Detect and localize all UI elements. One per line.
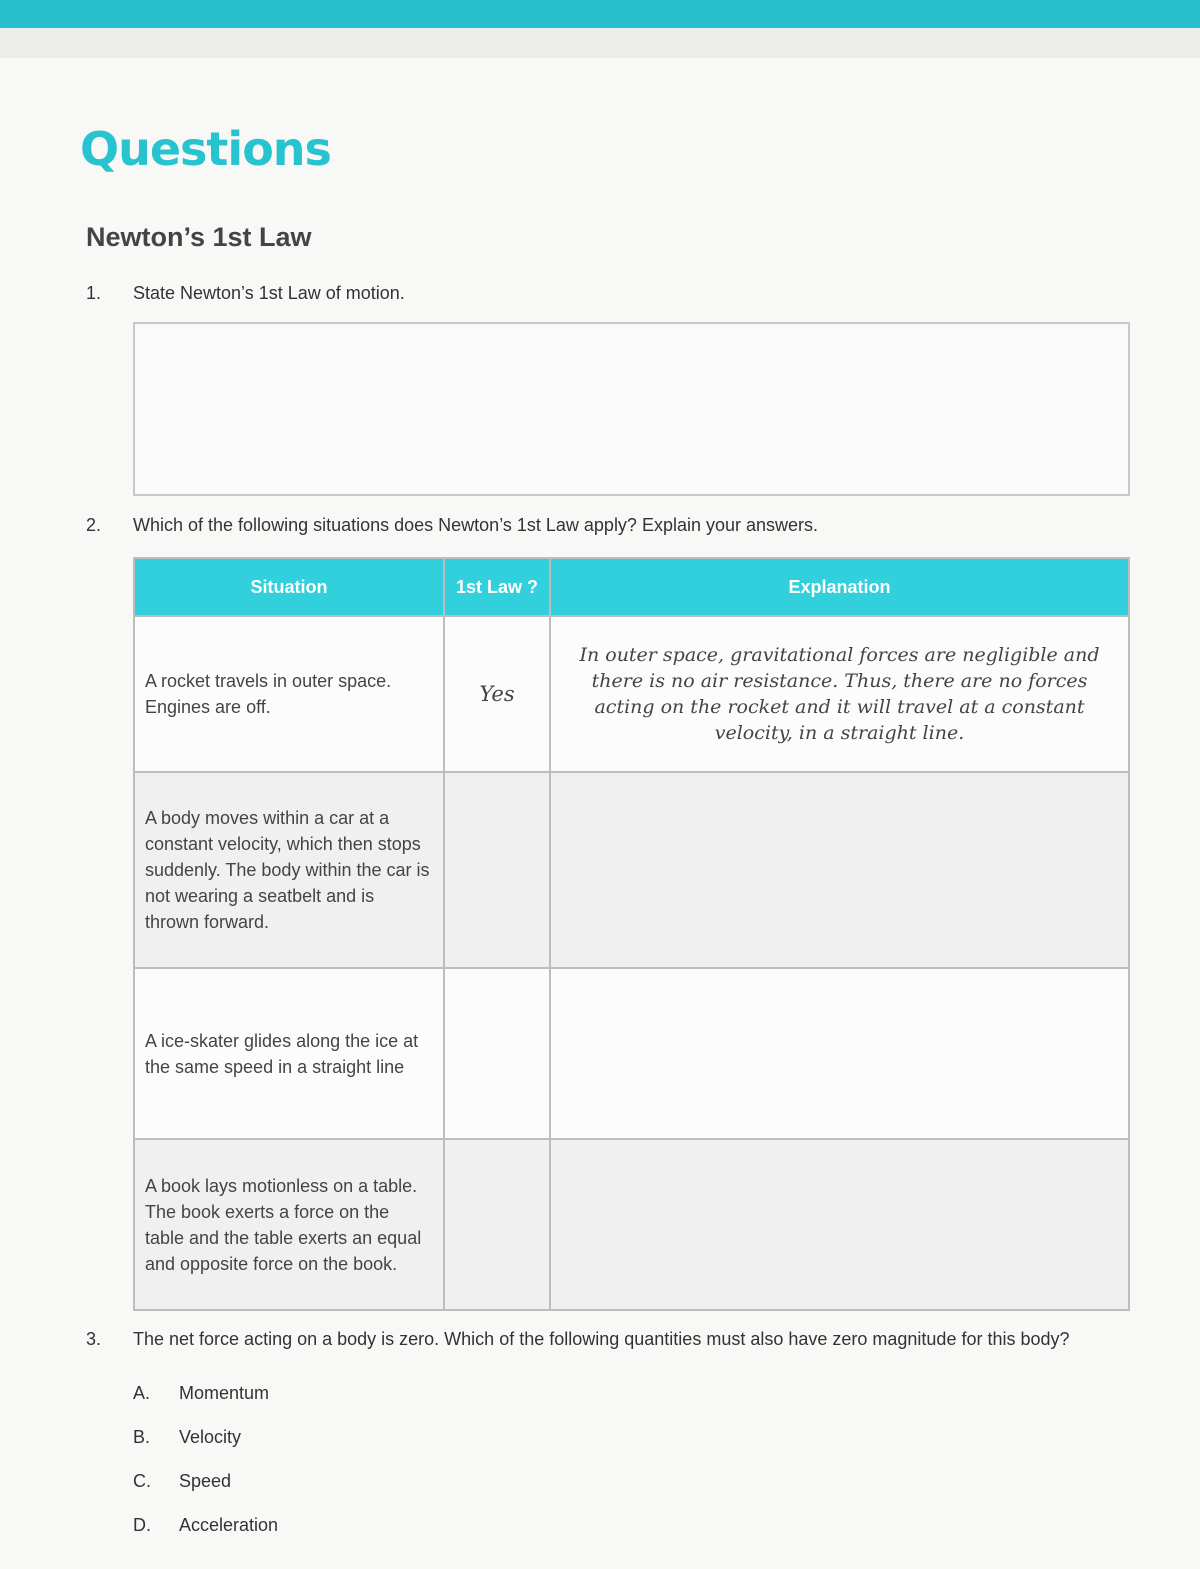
question-1-number: 1. (86, 283, 102, 303)
question-3-options (133, 1383, 278, 1559)
situations-table (133, 557, 1130, 1311)
header-situation: Situation (134, 558, 444, 616)
table-row (134, 968, 1129, 1139)
situation-cell: A ice-skater glides along the ice at the same speed in a straight line (134, 968, 444, 1139)
option-letter: D. (133, 1515, 151, 1535)
law-cell[interactable]: Yes (444, 616, 550, 772)
table-row (134, 772, 1129, 968)
option-label: Velocity (179, 1427, 242, 1447)
explanation-cell[interactable]: In outer space, gravitational forces are negligible and there is no air resistance. Thus, there are no forces acting on the rocket and it will travel at a constant velocity, in a straight line. (550, 616, 1129, 772)
top-paper-texture (0, 28, 1200, 58)
situation-cell: A rocket travels in outer space. Engines are off. (134, 616, 444, 772)
question-2-number: 2. (86, 515, 102, 535)
question-2 (86, 515, 818, 536)
question-2-text: Which of the following situations does Newton’s 1st Law apply? Explain your answers. (133, 515, 819, 535)
situation-cell: A body moves within a car at a constant velocity, which then stops suddenly. The body within the car is not wearing a seatbelt and is thrown forward. (134, 772, 444, 968)
option-c[interactable] (133, 1471, 278, 1515)
option-letter: A. (133, 1383, 151, 1403)
header-first-law: 1st Law ? (444, 558, 550, 616)
question-3 (86, 1329, 1070, 1350)
explanation-cell[interactable] (550, 772, 1129, 968)
question-3-text: The net force acting on a body is zero. Which of the following quantities must also have zero magnitude for this body? (133, 1329, 1070, 1349)
question-1-answer-box[interactable] (133, 322, 1130, 496)
table-row (134, 616, 1129, 772)
explanation-cell[interactable] (550, 1139, 1129, 1310)
explanation-cell[interactable] (550, 968, 1129, 1139)
option-letter: B. (133, 1427, 151, 1447)
law-cell[interactable] (444, 772, 550, 968)
question-3-number: 3. (86, 1329, 102, 1349)
law-cell[interactable] (444, 968, 550, 1139)
law-cell[interactable] (444, 1139, 550, 1310)
question-1 (86, 283, 405, 304)
header-explanation: Explanation (550, 558, 1129, 616)
section-title: Newton’s 1st Law (86, 222, 312, 252)
option-b[interactable] (133, 1427, 278, 1471)
option-d[interactable] (133, 1515, 278, 1559)
situation-cell: A book lays motionless on a table. The book exerts a force on the table and the table exerts an equal and opposite force on the book. (134, 1139, 444, 1310)
option-label: Speed (179, 1471, 232, 1491)
option-letter: C. (133, 1471, 151, 1491)
question-1-text: State Newton’s 1st Law of motion. (133, 283, 405, 303)
table-header-row (134, 558, 1129, 616)
option-a[interactable] (133, 1383, 278, 1427)
page-title: Questions (80, 122, 331, 176)
option-label: Momentum (179, 1383, 270, 1403)
table-row (134, 1139, 1129, 1310)
option-label: Acceleration (179, 1515, 279, 1535)
